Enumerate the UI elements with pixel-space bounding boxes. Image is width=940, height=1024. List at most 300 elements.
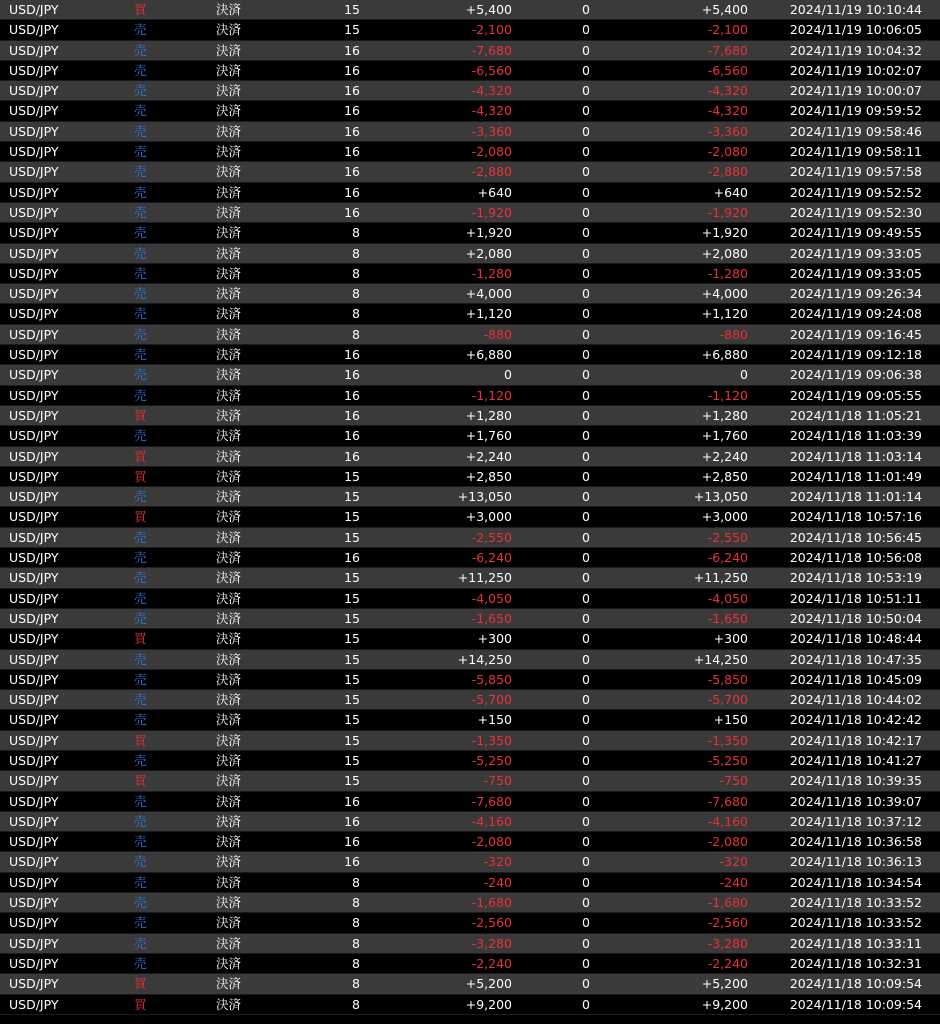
symbol-cell: USD/JPY (9, 834, 59, 850)
swap-cell: 0 (582, 712, 590, 728)
side-cell: 売 (134, 42, 147, 58)
swap-cell: 0 (582, 955, 590, 971)
trade-type-cell: 決済 (216, 874, 242, 890)
pnl-cell: -2,240 (471, 955, 512, 971)
timestamp-cell: 2024/11/19 09:05:55 (789, 387, 922, 403)
side-cell: 売 (134, 712, 147, 728)
side-cell: 売 (134, 245, 147, 261)
timestamp-cell: 2024/11/18 10:33:11 (789, 935, 922, 951)
table-row[interactable] (0, 0, 940, 20)
timestamp-cell: 2024/11/19 10:02:07 (789, 62, 922, 78)
side-cell: 売 (134, 813, 147, 829)
pnl-cell: -2,100 (471, 22, 512, 38)
table-row[interactable] (0, 690, 940, 710)
pnl-cell: -4,160 (471, 813, 512, 829)
table-row[interactable] (0, 913, 940, 933)
table-row[interactable] (0, 650, 940, 670)
table-row[interactable] (0, 203, 940, 223)
total-cell: -2,100 (707, 22, 748, 38)
swap-cell: 0 (582, 895, 590, 911)
lots-cell: 8 (352, 915, 360, 931)
timestamp-cell: 2024/11/19 09:58:11 (789, 144, 922, 160)
timestamp-cell: 2024/11/19 09:26:34 (789, 286, 922, 302)
pnl-cell: +640 (477, 184, 512, 200)
trade-type-cell: 決済 (216, 468, 242, 484)
table-row[interactable] (0, 751, 940, 771)
pnl-cell: -3,280 (471, 935, 512, 951)
lots-cell: 8 (352, 935, 360, 951)
timestamp-cell: 2024/11/18 10:39:07 (789, 793, 922, 809)
table-row[interactable] (0, 244, 940, 264)
swap-cell: 0 (582, 489, 590, 505)
swap-cell: 0 (582, 347, 590, 363)
lots-cell: 8 (352, 874, 360, 890)
symbol-cell: USD/JPY (9, 712, 59, 728)
table-row[interactable] (0, 974, 940, 994)
trade-type-cell: 決済 (216, 407, 242, 423)
side-cell: 売 (134, 103, 147, 119)
lots-cell: 15 (344, 773, 360, 789)
trade-type-cell: 決済 (216, 793, 242, 809)
symbol-cell: USD/JPY (9, 367, 59, 383)
swap-cell: 0 (582, 915, 590, 931)
lots-cell: 16 (344, 834, 360, 850)
trade-type-cell: 決済 (216, 895, 242, 911)
total-cell: -240 (719, 874, 748, 890)
trade-type-cell: 決済 (216, 367, 242, 383)
symbol-cell: USD/JPY (9, 874, 59, 890)
total-cell: 0 (740, 367, 748, 383)
swap-cell: 0 (582, 874, 590, 890)
symbol-cell: USD/JPY (9, 793, 59, 809)
swap-cell: 0 (582, 204, 590, 220)
lots-cell: 16 (344, 550, 360, 566)
timestamp-cell: 2024/11/19 09:59:52 (789, 103, 922, 119)
timestamp-cell: 2024/11/18 10:42:17 (789, 732, 922, 748)
swap-cell: 0 (582, 550, 590, 566)
side-cell: 売 (134, 529, 147, 545)
table-row[interactable] (0, 609, 940, 629)
total-cell: -4,320 (707, 103, 748, 119)
timestamp-cell: 2024/11/19 09:49:55 (789, 225, 922, 241)
pnl-cell: -880 (483, 326, 512, 342)
table-row[interactable] (0, 325, 940, 345)
trade-type-cell: 決済 (216, 62, 242, 78)
lots-cell: 8 (352, 265, 360, 281)
trade-type-cell: 決済 (216, 509, 242, 525)
total-cell: +640 (713, 184, 748, 200)
pnl-cell: -1,280 (471, 265, 512, 281)
lots-cell: 16 (344, 387, 360, 403)
side-cell: 買 (134, 448, 147, 464)
total-cell: +1,280 (701, 407, 748, 423)
table-row[interactable] (0, 528, 940, 548)
lots-cell: 15 (344, 22, 360, 38)
symbol-cell: USD/JPY (9, 407, 59, 423)
lots-cell: 15 (344, 651, 360, 667)
side-cell: 売 (134, 895, 147, 911)
symbol-cell: USD/JPY (9, 489, 59, 505)
symbol-cell: USD/JPY (9, 245, 59, 261)
side-cell: 売 (134, 671, 147, 687)
trade-type-cell: 決済 (216, 306, 242, 322)
trade-type-cell: 決済 (216, 245, 242, 261)
symbol-cell: USD/JPY (9, 773, 59, 789)
lots-cell: 15 (344, 712, 360, 728)
table-row[interactable] (0, 893, 940, 913)
symbol-cell: USD/JPY (9, 813, 59, 829)
table-row[interactable] (0, 670, 940, 690)
symbol-cell: USD/JPY (9, 915, 59, 931)
table-row[interactable] (0, 101, 940, 121)
trade-type-cell: 決済 (216, 732, 242, 748)
side-cell: 買 (134, 732, 147, 748)
table-row[interactable] (0, 426, 940, 446)
pnl-cell: +5,200 (465, 976, 512, 992)
table-row[interactable] (0, 162, 940, 182)
table-row[interactable] (0, 61, 940, 81)
lots-cell: 16 (344, 42, 360, 58)
pnl-cell: +150 (477, 712, 512, 728)
trade-type-cell: 決済 (216, 347, 242, 363)
table-row[interactable] (0, 183, 940, 203)
lots-cell: 16 (344, 184, 360, 200)
symbol-cell: USD/JPY (9, 996, 59, 1012)
timestamp-cell: 2024/11/18 10:47:35 (789, 651, 922, 667)
trade-type-cell: 決済 (216, 42, 242, 58)
side-cell: 売 (134, 286, 147, 302)
table-row[interactable] (0, 81, 940, 101)
total-cell: -1,280 (707, 265, 748, 281)
pnl-cell: +5,400 (465, 2, 512, 17)
total-cell: -880 (719, 326, 748, 342)
side-cell: 売 (134, 326, 147, 342)
pnl-cell: 0 (504, 367, 512, 383)
timestamp-cell: 2024/11/18 10:33:52 (789, 915, 922, 931)
total-cell: -2,560 (707, 915, 748, 931)
side-cell: 買 (134, 773, 147, 789)
side-cell: 売 (134, 874, 147, 890)
table-row[interactable] (0, 954, 940, 974)
timestamp-cell: 2024/11/18 10:50:04 (789, 610, 922, 626)
swap-cell: 0 (582, 83, 590, 99)
swap-cell: 0 (582, 813, 590, 829)
side-cell: 買 (134, 468, 147, 484)
pnl-cell: +1,120 (465, 306, 512, 322)
total-cell: +1,920 (701, 225, 748, 241)
lots-cell: 15 (344, 671, 360, 687)
timestamp-cell: 2024/11/18 11:03:39 (789, 428, 922, 444)
side-cell: 売 (134, 184, 147, 200)
swap-cell: 0 (582, 265, 590, 281)
symbol-cell: USD/JPY (9, 895, 59, 911)
lots-cell: 16 (344, 448, 360, 464)
trade-type-cell: 決済 (216, 22, 242, 38)
trade-type-cell: 決済 (216, 2, 242, 17)
table-row[interactable] (0, 223, 940, 243)
table-row[interactable] (0, 41, 940, 61)
symbol-cell: USD/JPY (9, 529, 59, 545)
pnl-cell: -1,120 (471, 387, 512, 403)
lots-cell: 15 (344, 529, 360, 545)
lots-cell: 16 (344, 103, 360, 119)
pnl-cell: +6,880 (465, 347, 512, 363)
trade-type-cell: 決済 (216, 489, 242, 505)
timestamp-cell: 2024/11/18 10:36:58 (789, 834, 922, 850)
table-row[interactable] (0, 792, 940, 812)
timestamp-cell: 2024/11/19 09:52:30 (789, 204, 922, 220)
swap-cell: 0 (582, 468, 590, 484)
timestamp-cell: 2024/11/19 09:33:05 (789, 265, 922, 281)
table-row[interactable] (0, 548, 940, 568)
table-row[interactable] (0, 710, 940, 730)
table-row[interactable] (0, 812, 940, 832)
table-row[interactable] (0, 507, 940, 527)
symbol-cell: USD/JPY (9, 62, 59, 78)
symbol-cell: USD/JPY (9, 651, 59, 667)
trade-type-cell: 決済 (216, 813, 242, 829)
side-cell: 売 (134, 854, 147, 870)
timestamp-cell: 2024/11/18 10:32:31 (789, 955, 922, 971)
lots-cell: 15 (344, 692, 360, 708)
table-row[interactable] (0, 589, 940, 609)
symbol-cell: USD/JPY (9, 550, 59, 566)
side-cell: 売 (134, 489, 147, 505)
side-cell: 売 (134, 935, 147, 951)
side-cell: 売 (134, 265, 147, 281)
trade-type-cell: 決済 (216, 265, 242, 281)
side-cell: 売 (134, 610, 147, 626)
swap-cell: 0 (582, 2, 590, 17)
trade-type-cell: 決済 (216, 712, 242, 728)
swap-cell: 0 (582, 671, 590, 687)
table-row[interactable] (0, 568, 940, 588)
timestamp-cell: 2024/11/19 09:24:08 (789, 306, 922, 322)
timestamp-cell: 2024/11/19 10:00:07 (789, 83, 922, 99)
symbol-cell: USD/JPY (9, 326, 59, 342)
table-row[interactable] (0, 284, 940, 304)
trade-type-cell: 決済 (216, 83, 242, 99)
lots-cell: 15 (344, 509, 360, 525)
timestamp-cell: 2024/11/18 11:01:14 (789, 489, 922, 505)
side-cell: 買 (134, 631, 147, 647)
lots-cell: 16 (344, 164, 360, 180)
swap-cell: 0 (582, 367, 590, 383)
lots-cell: 8 (352, 225, 360, 241)
symbol-cell: USD/JPY (9, 225, 59, 241)
swap-cell: 0 (582, 935, 590, 951)
pnl-cell: +13,050 (457, 489, 512, 505)
table-row[interactable] (0, 832, 940, 852)
lots-cell: 15 (344, 468, 360, 484)
lots-cell: 16 (344, 83, 360, 99)
timestamp-cell: 2024/11/18 10:53:19 (789, 570, 922, 586)
total-cell: -7,680 (707, 793, 748, 809)
total-cell: +13,050 (693, 489, 748, 505)
trade-type-cell: 決済 (216, 935, 242, 951)
symbol-cell: USD/JPY (9, 123, 59, 139)
table-row[interactable] (0, 345, 940, 365)
symbol-cell: USD/JPY (9, 468, 59, 484)
swap-cell: 0 (582, 144, 590, 160)
trade-type-cell: 決済 (216, 204, 242, 220)
side-cell: 売 (134, 62, 147, 78)
lots-cell: 8 (352, 976, 360, 992)
side-cell: 売 (134, 387, 147, 403)
timestamp-cell: 2024/11/19 09:06:38 (789, 367, 922, 383)
trade-type-cell: 決済 (216, 752, 242, 768)
lots-cell: 8 (352, 996, 360, 1012)
table-row[interactable] (0, 731, 940, 751)
table-row[interactable] (0, 852, 940, 872)
lots-cell: 16 (344, 407, 360, 423)
swap-cell: 0 (582, 22, 590, 38)
table-row[interactable] (0, 406, 940, 426)
trade-type-cell: 決済 (216, 671, 242, 687)
total-cell: -1,650 (707, 610, 748, 626)
swap-cell: 0 (582, 732, 590, 748)
total-cell: -5,700 (707, 692, 748, 708)
table-row[interactable] (0, 386, 940, 406)
table-row[interactable] (0, 873, 940, 893)
pnl-cell: -1,350 (471, 732, 512, 748)
table-row[interactable] (0, 447, 940, 467)
total-cell: +11,250 (693, 570, 748, 586)
side-cell: 売 (134, 955, 147, 971)
symbol-cell: USD/JPY (9, 955, 59, 971)
swap-cell: 0 (582, 509, 590, 525)
table-row[interactable] (0, 20, 940, 40)
trade-type-cell: 決済 (216, 326, 242, 342)
symbol-cell: USD/JPY (9, 347, 59, 363)
swap-cell: 0 (582, 42, 590, 58)
pnl-cell: -2,080 (471, 144, 512, 160)
pnl-cell: +1,760 (465, 428, 512, 444)
trade-type-cell: 決済 (216, 773, 242, 789)
table-row[interactable] (0, 122, 940, 142)
side-cell: 売 (134, 570, 147, 586)
swap-cell: 0 (582, 692, 590, 708)
pnl-cell: +2,080 (465, 245, 512, 261)
swap-cell: 0 (582, 184, 590, 200)
lots-cell: 15 (344, 610, 360, 626)
symbol-cell: USD/JPY (9, 42, 59, 58)
total-cell: -750 (719, 773, 748, 789)
pnl-cell: -1,650 (471, 610, 512, 626)
swap-cell: 0 (582, 529, 590, 545)
symbol-cell: USD/JPY (9, 83, 59, 99)
lots-cell: 8 (352, 895, 360, 911)
total-cell: +6,880 (701, 347, 748, 363)
timestamp-cell: 2024/11/18 10:56:45 (789, 529, 922, 545)
timestamp-cell: 2024/11/18 10:37:12 (789, 813, 922, 829)
swap-cell: 0 (582, 428, 590, 444)
table-row[interactable] (0, 264, 940, 284)
table-row[interactable] (0, 304, 940, 324)
lots-cell: 16 (344, 123, 360, 139)
table-row[interactable] (0, 365, 940, 385)
lots-cell: 16 (344, 793, 360, 809)
timestamp-cell: 2024/11/18 10:44:02 (789, 692, 922, 708)
side-cell: 売 (134, 367, 147, 383)
timestamp-cell: 2024/11/18 10:48:44 (789, 631, 922, 647)
table-row[interactable] (0, 934, 940, 954)
table-row[interactable] (0, 467, 940, 487)
table-row[interactable] (0, 142, 940, 162)
table-row[interactable] (0, 487, 940, 507)
pnl-cell: -4,320 (471, 83, 512, 99)
pnl-cell: +14,250 (457, 651, 512, 667)
table-row[interactable] (0, 629, 940, 649)
total-cell: -4,160 (707, 813, 748, 829)
swap-cell: 0 (582, 631, 590, 647)
symbol-cell: USD/JPY (9, 387, 59, 403)
lots-cell: 15 (344, 631, 360, 647)
timestamp-cell: 2024/11/18 10:09:54 (789, 996, 922, 1012)
side-cell: 買 (134, 509, 147, 525)
total-cell: -2,550 (707, 529, 748, 545)
symbol-cell: USD/JPY (9, 103, 59, 119)
trade-type-cell: 決済 (216, 631, 242, 647)
total-cell: -3,280 (707, 935, 748, 951)
trade-type-cell: 決済 (216, 225, 242, 241)
table-row[interactable] (0, 995, 940, 1015)
total-cell: +5,200 (701, 976, 748, 992)
side-cell: 売 (134, 144, 147, 160)
timestamp-cell: 2024/11/18 10:41:27 (789, 752, 922, 768)
total-cell: -1,120 (707, 387, 748, 403)
side-cell: 買 (134, 996, 147, 1012)
lots-cell: 16 (344, 428, 360, 444)
lots-cell: 8 (352, 306, 360, 322)
symbol-cell: USD/JPY (9, 610, 59, 626)
timestamp-cell: 2024/11/18 10:42:42 (789, 712, 922, 728)
swap-cell: 0 (582, 996, 590, 1012)
lots-cell: 15 (344, 2, 360, 17)
side-cell: 売 (134, 225, 147, 241)
swap-cell: 0 (582, 225, 590, 241)
symbol-cell: USD/JPY (9, 976, 59, 992)
pnl-cell: -320 (483, 854, 512, 870)
timestamp-cell: 2024/11/18 10:36:13 (789, 854, 922, 870)
total-cell: -3,360 (707, 123, 748, 139)
symbol-cell: USD/JPY (9, 22, 59, 38)
table-row[interactable] (0, 771, 940, 791)
symbol-cell: USD/JPY (9, 428, 59, 444)
lots-cell: 16 (344, 144, 360, 160)
side-cell: 売 (134, 834, 147, 850)
pnl-cell: +300 (477, 631, 512, 647)
swap-cell: 0 (582, 834, 590, 850)
pnl-cell: -6,560 (471, 62, 512, 78)
symbol-cell: USD/JPY (9, 935, 59, 951)
pnl-cell: +4,000 (465, 286, 512, 302)
trade-type-cell: 決済 (216, 448, 242, 464)
symbol-cell: USD/JPY (9, 590, 59, 606)
symbol-cell: USD/JPY (9, 164, 59, 180)
pnl-cell: +2,240 (465, 448, 512, 464)
symbol-cell: USD/JPY (9, 854, 59, 870)
trade-type-cell: 決済 (216, 529, 242, 545)
trade-type-cell: 決済 (216, 387, 242, 403)
swap-cell: 0 (582, 387, 590, 403)
side-cell: 売 (134, 83, 147, 99)
lots-cell: 8 (352, 245, 360, 261)
symbol-cell: USD/JPY (9, 448, 59, 464)
timestamp-cell: 2024/11/18 10:39:35 (789, 773, 922, 789)
total-cell: +1,760 (701, 428, 748, 444)
swap-cell: 0 (582, 62, 590, 78)
